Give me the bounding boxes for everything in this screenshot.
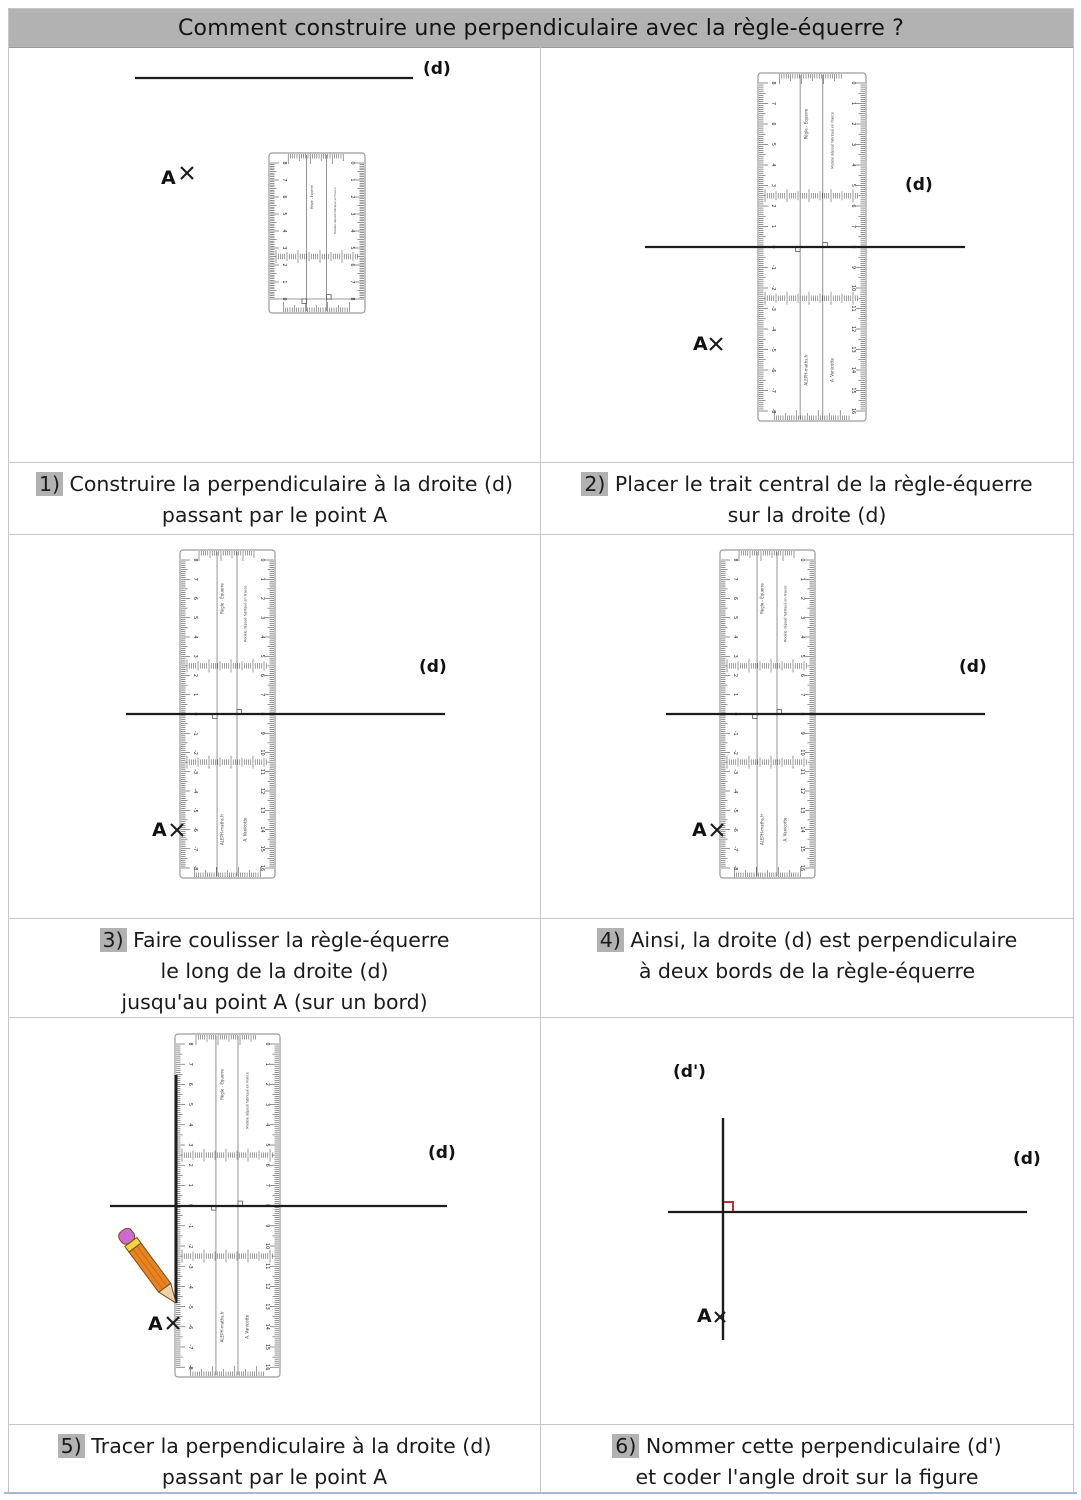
svg-text:16: 16 [264,1364,270,1371]
svg-text:13: 13 [264,1303,270,1310]
svg-text:-1: -1 [192,730,198,736]
svg-text:1: 1 [349,178,355,182]
svg-text:8: 8 [281,161,287,165]
svg-text:0: 0 [264,1042,270,1046]
svg-text:-4: -4 [192,788,198,794]
svg-text:-4: -4 [770,326,776,332]
svg-text:3: 3 [264,1103,270,1107]
svg-text:ALEPH-maths.fr: ALEPH-maths.fr [803,354,809,386]
svg-text:1: 1 [192,693,198,697]
svg-text:2: 2 [850,122,856,126]
caption-line: jusqu'au point A (sur un bord) [121,990,428,1014]
svg-text:4: 4 [264,1123,270,1127]
step-number: 3) [100,928,127,952]
svg-text:6: 6 [799,673,805,678]
caption-step-3 [9,919,541,1018]
svg-text:2: 2 [770,204,776,208]
svg-text:-7: -7 [192,846,198,852]
svg-text:6: 6 [770,122,776,126]
svg-text:15: 15 [850,387,856,394]
svg-text:0: 0 [770,245,776,249]
svg-text:-5: -5 [732,807,738,813]
svg-text:1: 1 [187,1183,193,1187]
svg-text:10: 10 [799,749,805,756]
page-title-bar [9,9,1073,48]
caption-line: et coder l'angle droit sur la figure [635,1465,979,1489]
svg-text:6: 6 [732,596,738,601]
point-a-label: A [152,819,167,841]
caption-line: 5) Tracer la perpendiculaire à la droite (d) [9,1431,540,1462]
caption-step-2 [541,463,1073,535]
svg-text:0: 0 [259,558,265,562]
svg-text:3: 3 [850,142,856,147]
svg-text:3: 3 [281,246,287,250]
caption-line: le long de la droite (d) [160,959,389,983]
svg-text:9: 9 [259,731,265,735]
svg-text:Règle - Équerre: Règle - Équerre [219,1068,225,1100]
svg-text:-4: -4 [732,788,738,794]
svg-text:14: 14 [264,1323,270,1330]
svg-text:Modèle déposé fabriqué en Fran: Modèle déposé fabriqué en France [783,585,788,643]
step-number: 5) [58,1434,85,1458]
svg-text:-5: -5 [187,1304,193,1310]
svg-text:-2: -2 [732,750,738,755]
svg-text:15: 15 [799,845,805,852]
svg-text:-6: -6 [192,827,198,832]
svg-text:-6: -6 [187,1324,193,1330]
svg-text:4: 4 [850,163,856,167]
svg-text:2: 2 [732,673,738,678]
caption-line: 1) Construire la perpendiculaire à la droite (d) [9,469,540,500]
line-d-label: (d) [428,1143,456,1163]
svg-text:16: 16 [259,864,265,872]
svg-text:11: 11 [264,1263,270,1270]
caption-line: à deux bords de la règle-équerre [638,959,976,983]
svg-text:14: 14 [850,366,856,374]
svg-text:3: 3 [192,654,198,658]
svg-text:1: 1 [281,280,287,284]
svg-text:11: 11 [850,305,856,312]
svg-text:7: 7 [850,224,856,229]
svg-text:2: 2 [192,673,198,678]
figure-cell-5 [9,1018,541,1425]
caption-step-4 [541,919,1073,1018]
svg-text:2: 2 [349,195,355,199]
svg-text:2: 2 [259,596,265,601]
svg-text:6: 6 [192,596,198,601]
svg-text:8: 8 [770,81,776,85]
svg-text:10: 10 [264,1242,270,1250]
svg-text:A. Vanicotte: A. Vanicotte [829,358,835,382]
svg-text:Règle - Équerre: Règle - Équerre [759,583,765,614]
svg-text:6: 6 [259,673,265,678]
step-number: 1) [36,472,63,496]
svg-text:6: 6 [281,195,287,199]
svg-text:0: 0 [349,161,355,165]
svg-text:0: 0 [732,712,738,716]
line-d-label: (d) [905,175,933,195]
line-d-label: (d) [419,657,447,677]
svg-text:Modèle déposé fabriqué en Fran: Modèle déposé fabriqué en France [245,1072,250,1130]
svg-text:11: 11 [259,768,265,775]
point-a-label: A [161,167,176,189]
svg-text:4: 4 [187,1123,193,1127]
caption-line: 4) Ainsi, la droite (d) est perpendiculaire [541,925,1073,956]
svg-text:10: 10 [850,284,856,292]
caption-line: 2) Placer le trait central de la règle-équerre [541,469,1073,500]
figure-cell-4 [541,535,1073,919]
line-d-label: (d) [1013,1149,1041,1169]
point-a-label: A [148,1313,163,1335]
svg-text:5: 5 [259,654,265,658]
svg-text:5: 5 [187,1103,193,1107]
svg-text:-1: -1 [732,730,738,736]
svg-text:7: 7 [281,178,287,182]
svg-text:1: 1 [770,224,776,229]
svg-text:8: 8 [349,297,355,301]
svg-text:15: 15 [264,1343,270,1351]
svg-text:6: 6 [187,1082,193,1086]
svg-text:13: 13 [799,807,805,814]
svg-text:-5: -5 [770,347,776,352]
svg-text:9: 9 [264,1224,270,1228]
svg-text:10: 10 [259,749,265,756]
point-a-label: A [693,333,708,355]
svg-text:-8: -8 [187,1364,193,1370]
svg-text:0: 0 [850,81,856,85]
svg-text:-7: -7 [770,388,776,393]
svg-text:7: 7 [732,577,738,581]
svg-text:Modèle déposé fabriqué en Fran: Modèle déposé fabriqué en France [333,187,338,234]
svg-text:16: 16 [799,864,805,872]
svg-text:7: 7 [799,693,805,697]
svg-text:15: 15 [259,845,265,852]
svg-text:A. Vanicotte: A. Vanicotte [242,817,248,842]
svg-text:5: 5 [770,142,776,147]
svg-text:Modèle déposé fabriqué en Fran: Modèle déposé fabriqué en France [243,585,248,643]
step-number: 6) [612,1434,639,1458]
step-number: 2) [581,472,608,496]
svg-text:1: 1 [259,577,265,581]
svg-text:0: 0 [281,297,287,301]
svg-text:12: 12 [259,787,265,795]
svg-text:1: 1 [732,693,738,697]
svg-text:-8: -8 [770,408,776,414]
point-a-label: A [697,1305,712,1327]
line-d-label: (d) [423,59,451,79]
svg-text:3: 3 [187,1143,193,1147]
caption-step-6 [541,1425,1073,1493]
svg-text:5: 5 [799,654,805,658]
svg-text:7: 7 [187,1062,193,1066]
svg-text:-3: -3 [187,1263,193,1269]
svg-text:8: 8 [850,245,856,249]
svg-text:11: 11 [799,768,805,775]
svg-text:2: 2 [187,1163,193,1167]
caption-step-1 [9,463,541,535]
svg-text:0: 0 [187,1204,193,1208]
svg-text:5: 5 [850,183,856,188]
svg-text:6: 6 [264,1163,270,1167]
figure-cell-2 [541,47,1073,463]
svg-text:8: 8 [264,1204,270,1208]
svg-text:-7: -7 [732,846,738,852]
svg-text:-4: -4 [187,1283,193,1289]
svg-text:-1: -1 [770,265,776,270]
svg-text:-1: -1 [187,1223,193,1229]
svg-text:3: 3 [349,212,355,216]
svg-text:2: 2 [281,263,287,267]
figure-cell-1 [9,47,541,463]
svg-text:-3: -3 [192,769,198,775]
svg-text:2: 2 [799,596,805,601]
svg-text:-2: -2 [192,750,198,755]
svg-text:8: 8 [192,558,198,562]
svg-text:14: 14 [259,826,265,833]
caption-line: passant par le point A [161,503,388,527]
svg-text:8: 8 [799,712,805,716]
svg-text:7: 7 [259,693,265,697]
bottom-rule [4,1492,1077,1494]
svg-text:16: 16 [850,407,856,415]
svg-text:5: 5 [281,212,287,216]
svg-text:7: 7 [192,577,198,581]
svg-text:9: 9 [799,731,805,735]
svg-text:14: 14 [799,826,805,833]
svg-text:4: 4 [799,635,805,639]
svg-text:0: 0 [192,712,198,716]
svg-text:6: 6 [349,263,355,267]
svg-text:12: 12 [264,1283,270,1290]
svg-text:Règle - Équerre: Règle - Équerre [219,583,225,614]
svg-text:-2: -2 [770,285,776,291]
svg-text:1: 1 [799,577,805,581]
svg-text:A. Vanicotte: A. Vanicotte [244,1314,250,1339]
svg-text:12: 12 [799,787,805,795]
svg-text:-3: -3 [732,769,738,775]
svg-text:4: 4 [281,229,287,233]
svg-text:-7: -7 [187,1344,193,1350]
svg-text:7: 7 [770,101,776,106]
caption-step-5 [9,1425,541,1493]
svg-text:Règle - Équerre: Règle - Équerre [803,108,809,140]
line-d-prime-label: (d') [673,1062,706,1082]
svg-text:3: 3 [732,654,738,658]
svg-text:5: 5 [192,616,198,620]
caption-line: 3) Faire coulisser la règle-équerre [9,925,540,956]
svg-text:-6: -6 [770,367,776,373]
svg-text:8: 8 [732,558,738,562]
svg-text:7: 7 [349,280,355,284]
svg-text:12: 12 [850,325,856,333]
svg-text:-3: -3 [770,306,776,311]
line-d-label: (d) [959,657,987,677]
point-a-label: A [692,819,707,841]
svg-text:1: 1 [264,1062,270,1066]
figure-cell-3 [9,535,541,919]
svg-text:3: 3 [799,616,805,620]
caption-line: 6) Nommer cette perpendiculaire (d') [541,1431,1073,1462]
svg-text:3: 3 [259,616,265,620]
svg-text:5: 5 [349,246,355,250]
svg-text:4: 4 [349,229,355,233]
caption-line: sur la droite (d) [727,503,887,527]
svg-text:-6: -6 [732,827,738,832]
svg-text:13: 13 [850,346,856,353]
svg-text:1: 1 [850,101,856,106]
svg-text:13: 13 [259,807,265,814]
svg-text:Règle - Équerre: Règle - Équerre [310,185,315,209]
svg-text:0: 0 [799,558,805,562]
svg-text:A. Vanicotte: A. Vanicotte [782,817,788,842]
svg-text:7: 7 [264,1183,270,1187]
svg-text:Modèle déposé fabriqué en Fran: Modèle déposé fabriqué en France [830,111,835,169]
svg-text:ALEPH-maths.fr: ALEPH-maths.fr [219,1311,225,1343]
page-title: Comment construire une perpendiculaire avec la règle-équerre ? [177,15,905,41]
svg-text:4: 4 [192,635,198,639]
svg-text:ALEPH-maths.fr: ALEPH-maths.fr [219,813,225,846]
svg-text:2: 2 [264,1082,270,1086]
step-number: 4) [597,928,624,952]
svg-text:4: 4 [732,635,738,639]
svg-text:8: 8 [187,1042,193,1046]
svg-text:4: 4 [259,635,265,639]
svg-text:-5: -5 [192,807,198,813]
svg-text:3: 3 [770,183,776,188]
svg-text:9: 9 [850,265,856,270]
svg-text:6: 6 [850,204,856,208]
svg-text:-8: -8 [732,865,738,871]
caption-line: passant par le point A [161,1465,388,1489]
svg-text:8: 8 [259,712,265,716]
worksheet-grid [8,8,1074,1494]
svg-text:-8: -8 [192,865,198,871]
svg-text:4: 4 [770,163,776,167]
svg-text:ALEPH-maths.fr: ALEPH-maths.fr [759,813,765,846]
svg-text:5: 5 [264,1143,270,1147]
svg-text:-2: -2 [187,1243,193,1249]
svg-text:5: 5 [732,616,738,620]
figure-cell-6 [541,1018,1073,1425]
